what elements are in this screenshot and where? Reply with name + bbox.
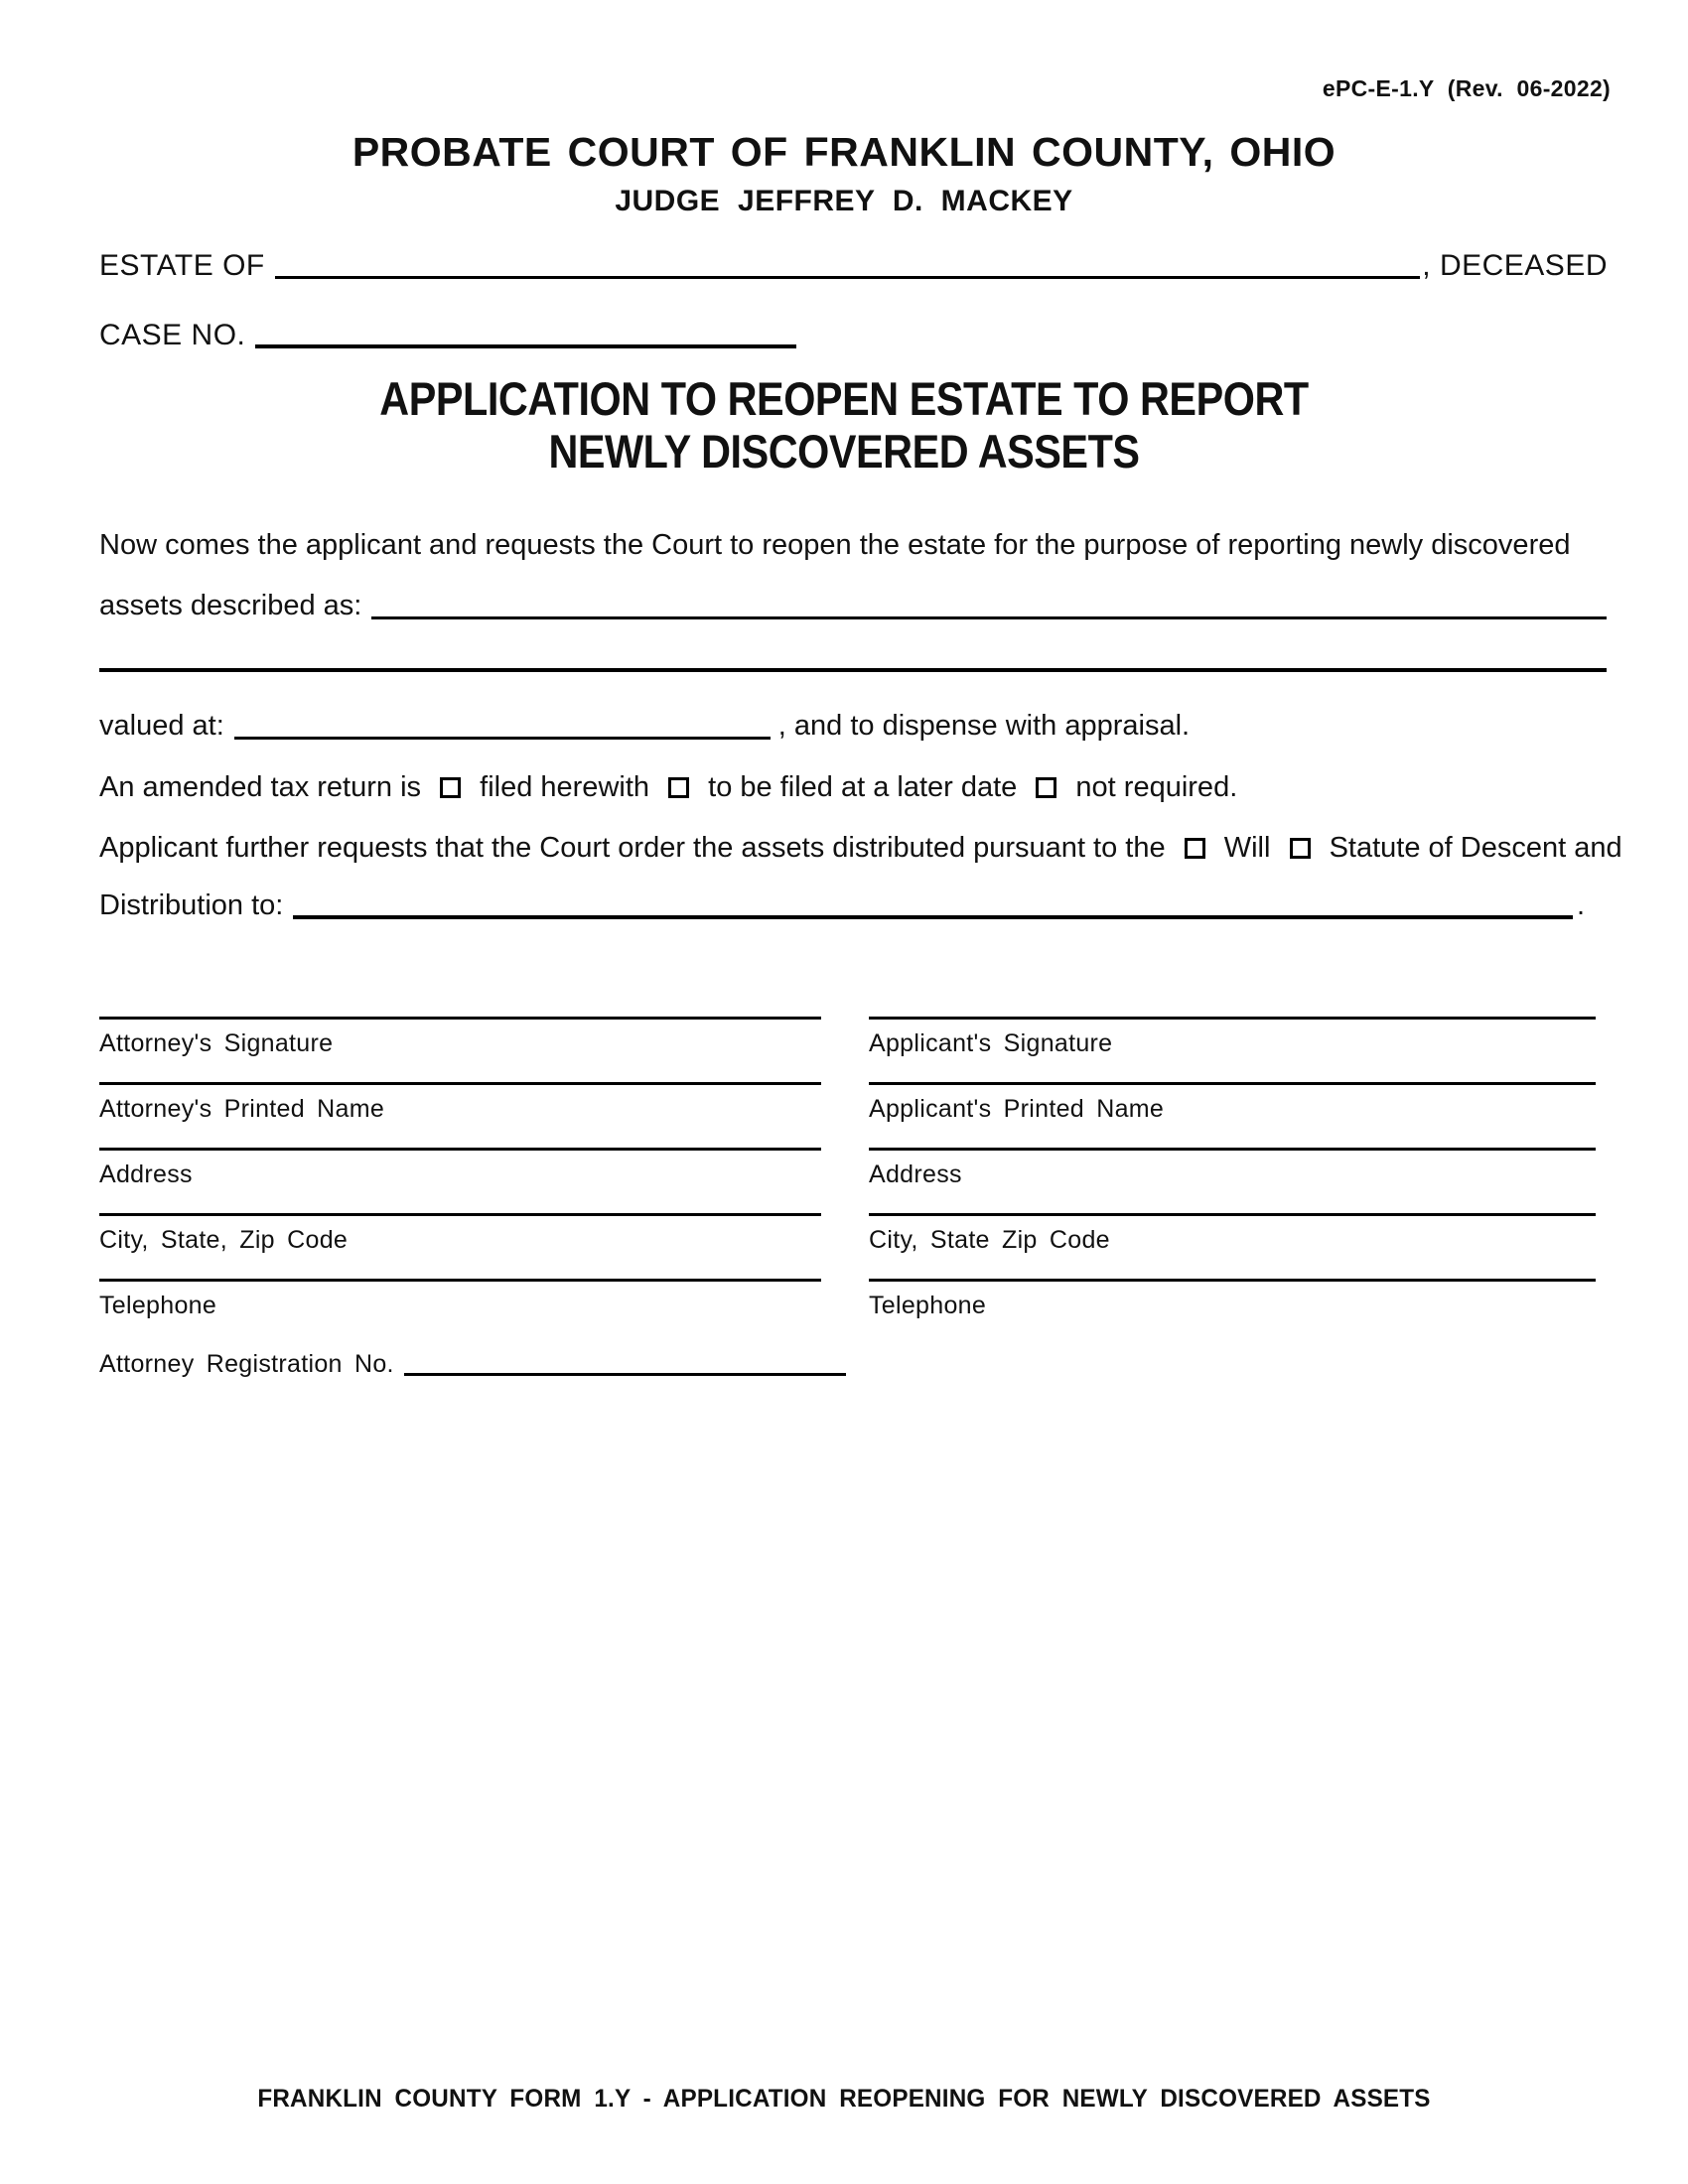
attorney-signature-field[interactable] [99, 1017, 821, 1082]
case-no-row [99, 316, 804, 354]
sig-label: Attorney's Printed Name [99, 1095, 385, 1123]
judge-name-heading: JUDGE JEFFREY D. MACKEY [615, 185, 1073, 217]
distribution-to-field[interactable] [293, 915, 1573, 919]
attorney-address-field[interactable] [99, 1148, 821, 1213]
distribution-request-line [99, 827, 1622, 869]
checkbox-will[interactable] [1185, 838, 1205, 859]
distribution-to-row [99, 887, 1585, 925]
sig-label: City, State, Zip Code [99, 1226, 349, 1254]
applicant-printed-name-field[interactable] [869, 1082, 1596, 1148]
footer-form-caption: FRANKLIN COUNTY FORM 1.Y - APPLICATION REOPENING FOR NEWLY DISCOVERED ASSETS [257, 2085, 1431, 2113]
checkbox-tax-not-required[interactable] [1036, 777, 1056, 798]
sig-label: Applicant's Signature [869, 1029, 1113, 1057]
deceased-label: , DECEASED [1422, 249, 1608, 282]
valued-at-field[interactable] [234, 737, 771, 740]
form-title [101, 372, 1587, 478]
sig-label: Address [99, 1160, 193, 1188]
valued-at-label: valued at: [99, 710, 224, 742]
sig-label: Telephone [99, 1292, 217, 1319]
tax-prefix-text: An amended tax return is [99, 771, 422, 803]
attorney-registration-row [99, 1348, 854, 1381]
applicant-signature-block [869, 1017, 1596, 1344]
applicant-telephone-field[interactable] [869, 1279, 1596, 1344]
distribution-option-statute: Statute of Descent and [1329, 832, 1622, 864]
assets-described-field-line2[interactable] [99, 668, 1607, 672]
attorney-printed-name-field[interactable] [99, 1082, 821, 1148]
attorney-telephone-field[interactable] [99, 1279, 821, 1344]
attorney-city-state-zip-field[interactable] [99, 1213, 821, 1279]
court-name-heading: PROBATE COURT OF FRANKLIN COUNTY, OHIO [352, 129, 1336, 175]
estate-of-label: ESTATE OF [99, 249, 265, 282]
checkbox-statute-of-descent[interactable] [1290, 838, 1311, 859]
tax-option-not-required: not required. [1075, 771, 1238, 803]
distribution-option-will: Will [1223, 832, 1271, 864]
form-revision-id: ePC-E-1.Y (Rev. 06-2022) [1322, 75, 1611, 101]
checkbox-tax-filed-later[interactable] [668, 777, 689, 798]
checkbox-tax-filed-herewith[interactable] [440, 777, 461, 798]
form-title-line2: NEWLY DISCOVERED ASSETS [548, 425, 1140, 478]
applicant-city-state-zip-field[interactable] [869, 1213, 1596, 1279]
estate-of-row [99, 246, 1608, 285]
form-title-line1: APPLICATION TO REOPEN ESTATE TO REPORT [379, 372, 1309, 425]
distribution-to-label: Distribution to: [99, 889, 284, 921]
estate-name-field[interactable] [275, 276, 1421, 279]
sig-label: City, State Zip Code [869, 1226, 1110, 1254]
opening-paragraph: Now comes the applicant and requests the Court to reopen the estate for the purpose of reporting newly discovered [99, 529, 1571, 561]
distribution-period: . [1576, 889, 1585, 921]
attorney-registration-field[interactable] [404, 1373, 846, 1376]
case-no-label: CASE NO. [99, 319, 246, 351]
appraisal-text: , and to dispense with appraisal. [777, 710, 1191, 742]
attorney-registration-label: Attorney Registration No. [99, 1350, 394, 1378]
sig-label: Attorney's Signature [99, 1029, 334, 1057]
distribution-prefix-text: Applicant further requests that the Court order the assets distributed pursuant to the [99, 832, 1166, 864]
valued-at-row [99, 708, 1190, 746]
attorney-signature-block [99, 1017, 821, 1344]
assets-described-label: assets described as: [99, 590, 362, 621]
sig-label: Telephone [869, 1292, 987, 1319]
sig-label: Applicant's Printed Name [869, 1095, 1165, 1123]
tax-option-filed-later: to be filed at a later date [708, 771, 1018, 803]
sig-label: Address [869, 1160, 962, 1188]
case-number-field[interactable] [255, 344, 796, 348]
assets-described-field-line1[interactable] [371, 616, 1607, 619]
tax-option-filed-herewith: filed herewith [480, 771, 650, 803]
assets-described-row [99, 588, 1607, 625]
applicant-address-field[interactable] [869, 1148, 1596, 1213]
amended-tax-line [99, 766, 1237, 808]
applicant-signature-field[interactable] [869, 1017, 1596, 1082]
